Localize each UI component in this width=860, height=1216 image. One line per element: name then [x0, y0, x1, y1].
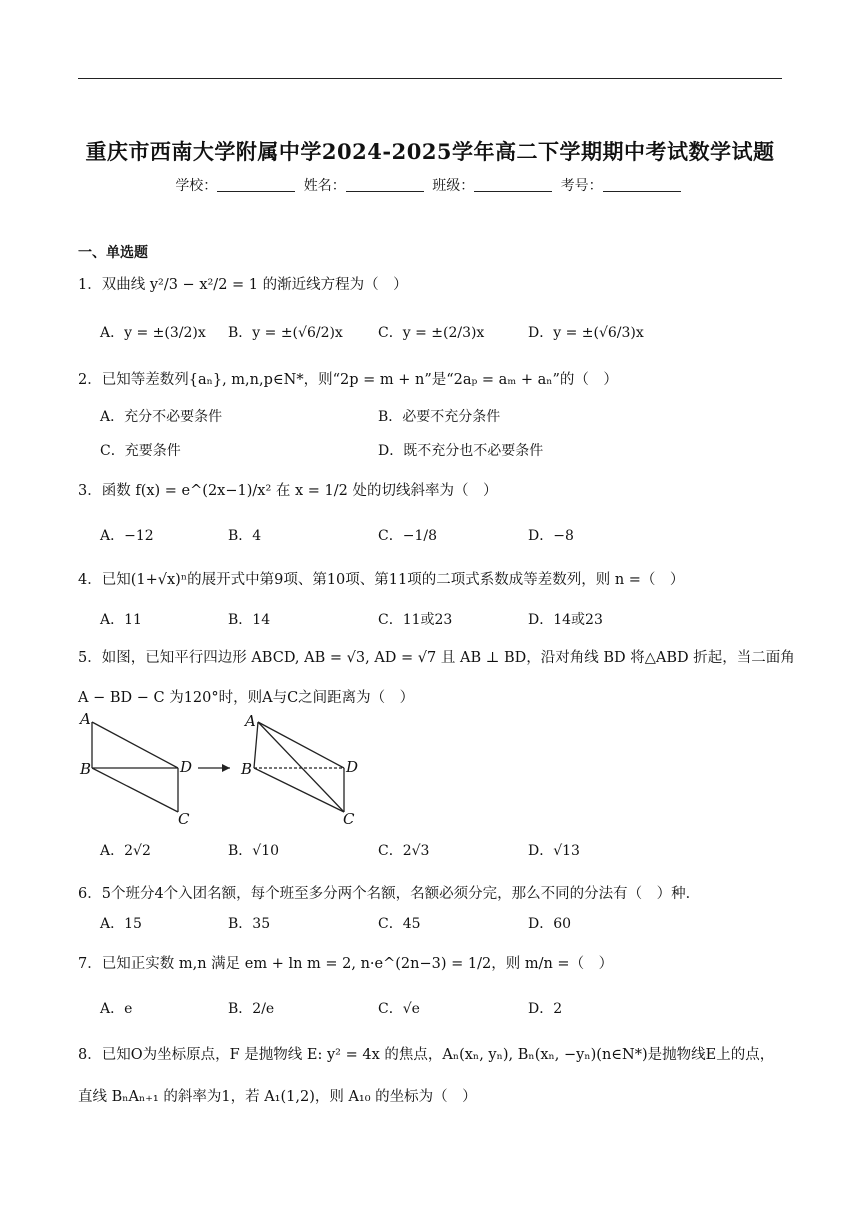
- section-heading: 一、单选题: [78, 245, 148, 261]
- arrow-head-icon: [222, 764, 230, 772]
- question-4: 4．已知(1+√x)ⁿ的展开式中第9项、第10项、第11项的二项式系数成等差数列，则 n =（ ）: [78, 572, 685, 588]
- question-8-line-2: 直线 BₙAₙ₊₁ 的斜率为1，若 A₁(1,2)，则 A₁₀ 的坐标为（ ）: [78, 1089, 477, 1105]
- folded-label-d: D: [346, 758, 359, 776]
- question-5: 5．如图，已知平行四边形 ABCD, AB = √3, AD = √7 且 AB ⊥ BD，沿对角线 BD 将△ABD 折起，当二面角: [78, 650, 795, 666]
- folded-label-c: C: [343, 810, 355, 828]
- question-7: 7．已知正实数 m,n 满足 em + ln m = 2, n·e^(2n−3) = 1/2，则 m/n =（ ）: [78, 956, 614, 972]
- fold-figure: [78, 710, 378, 830]
- q2-option-a[interactable]: A．充分不必要条件: [100, 409, 223, 425]
- header-rule: [78, 78, 782, 79]
- question-6: 6．5个班分4个入团名额，每个班至多分两个名额，名额必须分完，那么不同的分法有（ ）种．: [78, 886, 701, 902]
- student-info-line: [0, 175, 860, 195]
- q3-option-b[interactable]: B．4: [228, 528, 262, 544]
- q1-option-d[interactable]: D．y = ±(√6/3)x: [528, 325, 644, 341]
- folded-edge-ac: [258, 722, 344, 812]
- folded-edge-ad: [258, 722, 344, 768]
- question-5-line-2: A − BD − C 为120°时，则A与C之间距离为（ ）: [78, 690, 415, 706]
- q6-option-b[interactable]: B．35: [228, 916, 271, 932]
- q7-option-d[interactable]: D．2: [528, 1001, 563, 1017]
- q5-option-b[interactable]: B．√10: [228, 843, 280, 859]
- q4-option-a[interactable]: A．11: [100, 612, 142, 628]
- school-label: 学校：: [175, 178, 218, 194]
- q4-option-b[interactable]: B．14: [228, 612, 271, 628]
- q1-option-a[interactable]: A．y = ±(3/2)x: [100, 325, 206, 341]
- name-blank[interactable]: [346, 177, 424, 192]
- edge-ad: [92, 722, 178, 768]
- page-title: 重庆市西南大学附属中学2024-2025学年高二下学期期中考试数学试题: [85, 139, 775, 164]
- label-d: D: [180, 758, 193, 776]
- q5-option-a[interactable]: A．2√2: [100, 843, 151, 859]
- class-label: 班级：: [432, 178, 475, 194]
- school-blank[interactable]: [217, 177, 295, 192]
- q5-option-c[interactable]: C．2√3: [378, 843, 430, 859]
- folded-label-a: A: [245, 712, 256, 730]
- q5-option-d[interactable]: D．√13: [528, 843, 580, 859]
- name-label: 姓名：: [303, 178, 346, 194]
- q4-option-c[interactable]: C．11或23: [378, 612, 453, 628]
- q3-option-d[interactable]: D．−8: [528, 528, 574, 544]
- q3-option-a[interactable]: A．−12: [100, 528, 154, 544]
- q7-option-b[interactable]: B．2/e: [228, 1001, 275, 1017]
- class-blank[interactable]: [474, 177, 552, 192]
- q7-option-a[interactable]: A．e: [100, 1001, 133, 1017]
- folded-edge-bc: [254, 768, 344, 812]
- q2-option-b[interactable]: B．必要不充分条件: [378, 409, 501, 425]
- q1-option-b[interactable]: B．y = ±(√6/2)x: [228, 325, 343, 341]
- edge-bc: [92, 768, 178, 812]
- q6-option-a[interactable]: A．15: [100, 916, 142, 932]
- q6-option-c[interactable]: C．45: [378, 916, 421, 932]
- q2-option-c[interactable]: C．充要条件: [100, 443, 181, 459]
- question-3: 3．函数 f(x) = e^(2x−1)/x² 在 x = 1/2 处的切线斜率为（ ）: [78, 483, 498, 499]
- q1-option-c[interactable]: C．y = ±(2/3)x: [378, 325, 485, 341]
- q7-option-c[interactable]: C．√e: [378, 1001, 420, 1017]
- q3-option-c[interactable]: C．−1/8: [378, 528, 437, 544]
- folded-label-b: B: [241, 760, 253, 778]
- q2-option-d[interactable]: D．既不充分也不必要条件: [378, 443, 544, 459]
- exam-no-blank[interactable]: [603, 177, 681, 192]
- question-2: 2．已知等差数列{aₙ}, m,n,p∈N*，则“2p = m + n”是“2aₚ = aₘ + aₙ”的（ ）: [78, 372, 618, 388]
- question-8: 8．已知O为坐标原点，F 是抛物线 E: y² = 4x 的焦点，Aₙ(xₙ, yₙ), Bₙ(xₙ, −yₙ)(n∈N*)是抛物线E上的点，: [78, 1047, 775, 1063]
- label-b: B: [80, 760, 92, 778]
- q4-option-d[interactable]: D．14或23: [528, 612, 603, 628]
- label-c: C: [178, 810, 190, 828]
- label-a: A: [80, 710, 91, 728]
- question-1: 1．双曲线 y²/3 − x²/2 = 1 的渐近线方程为（ ）: [78, 277, 408, 293]
- q6-option-d[interactable]: D．60: [528, 916, 572, 932]
- exam-no-label: 考号：: [560, 178, 603, 194]
